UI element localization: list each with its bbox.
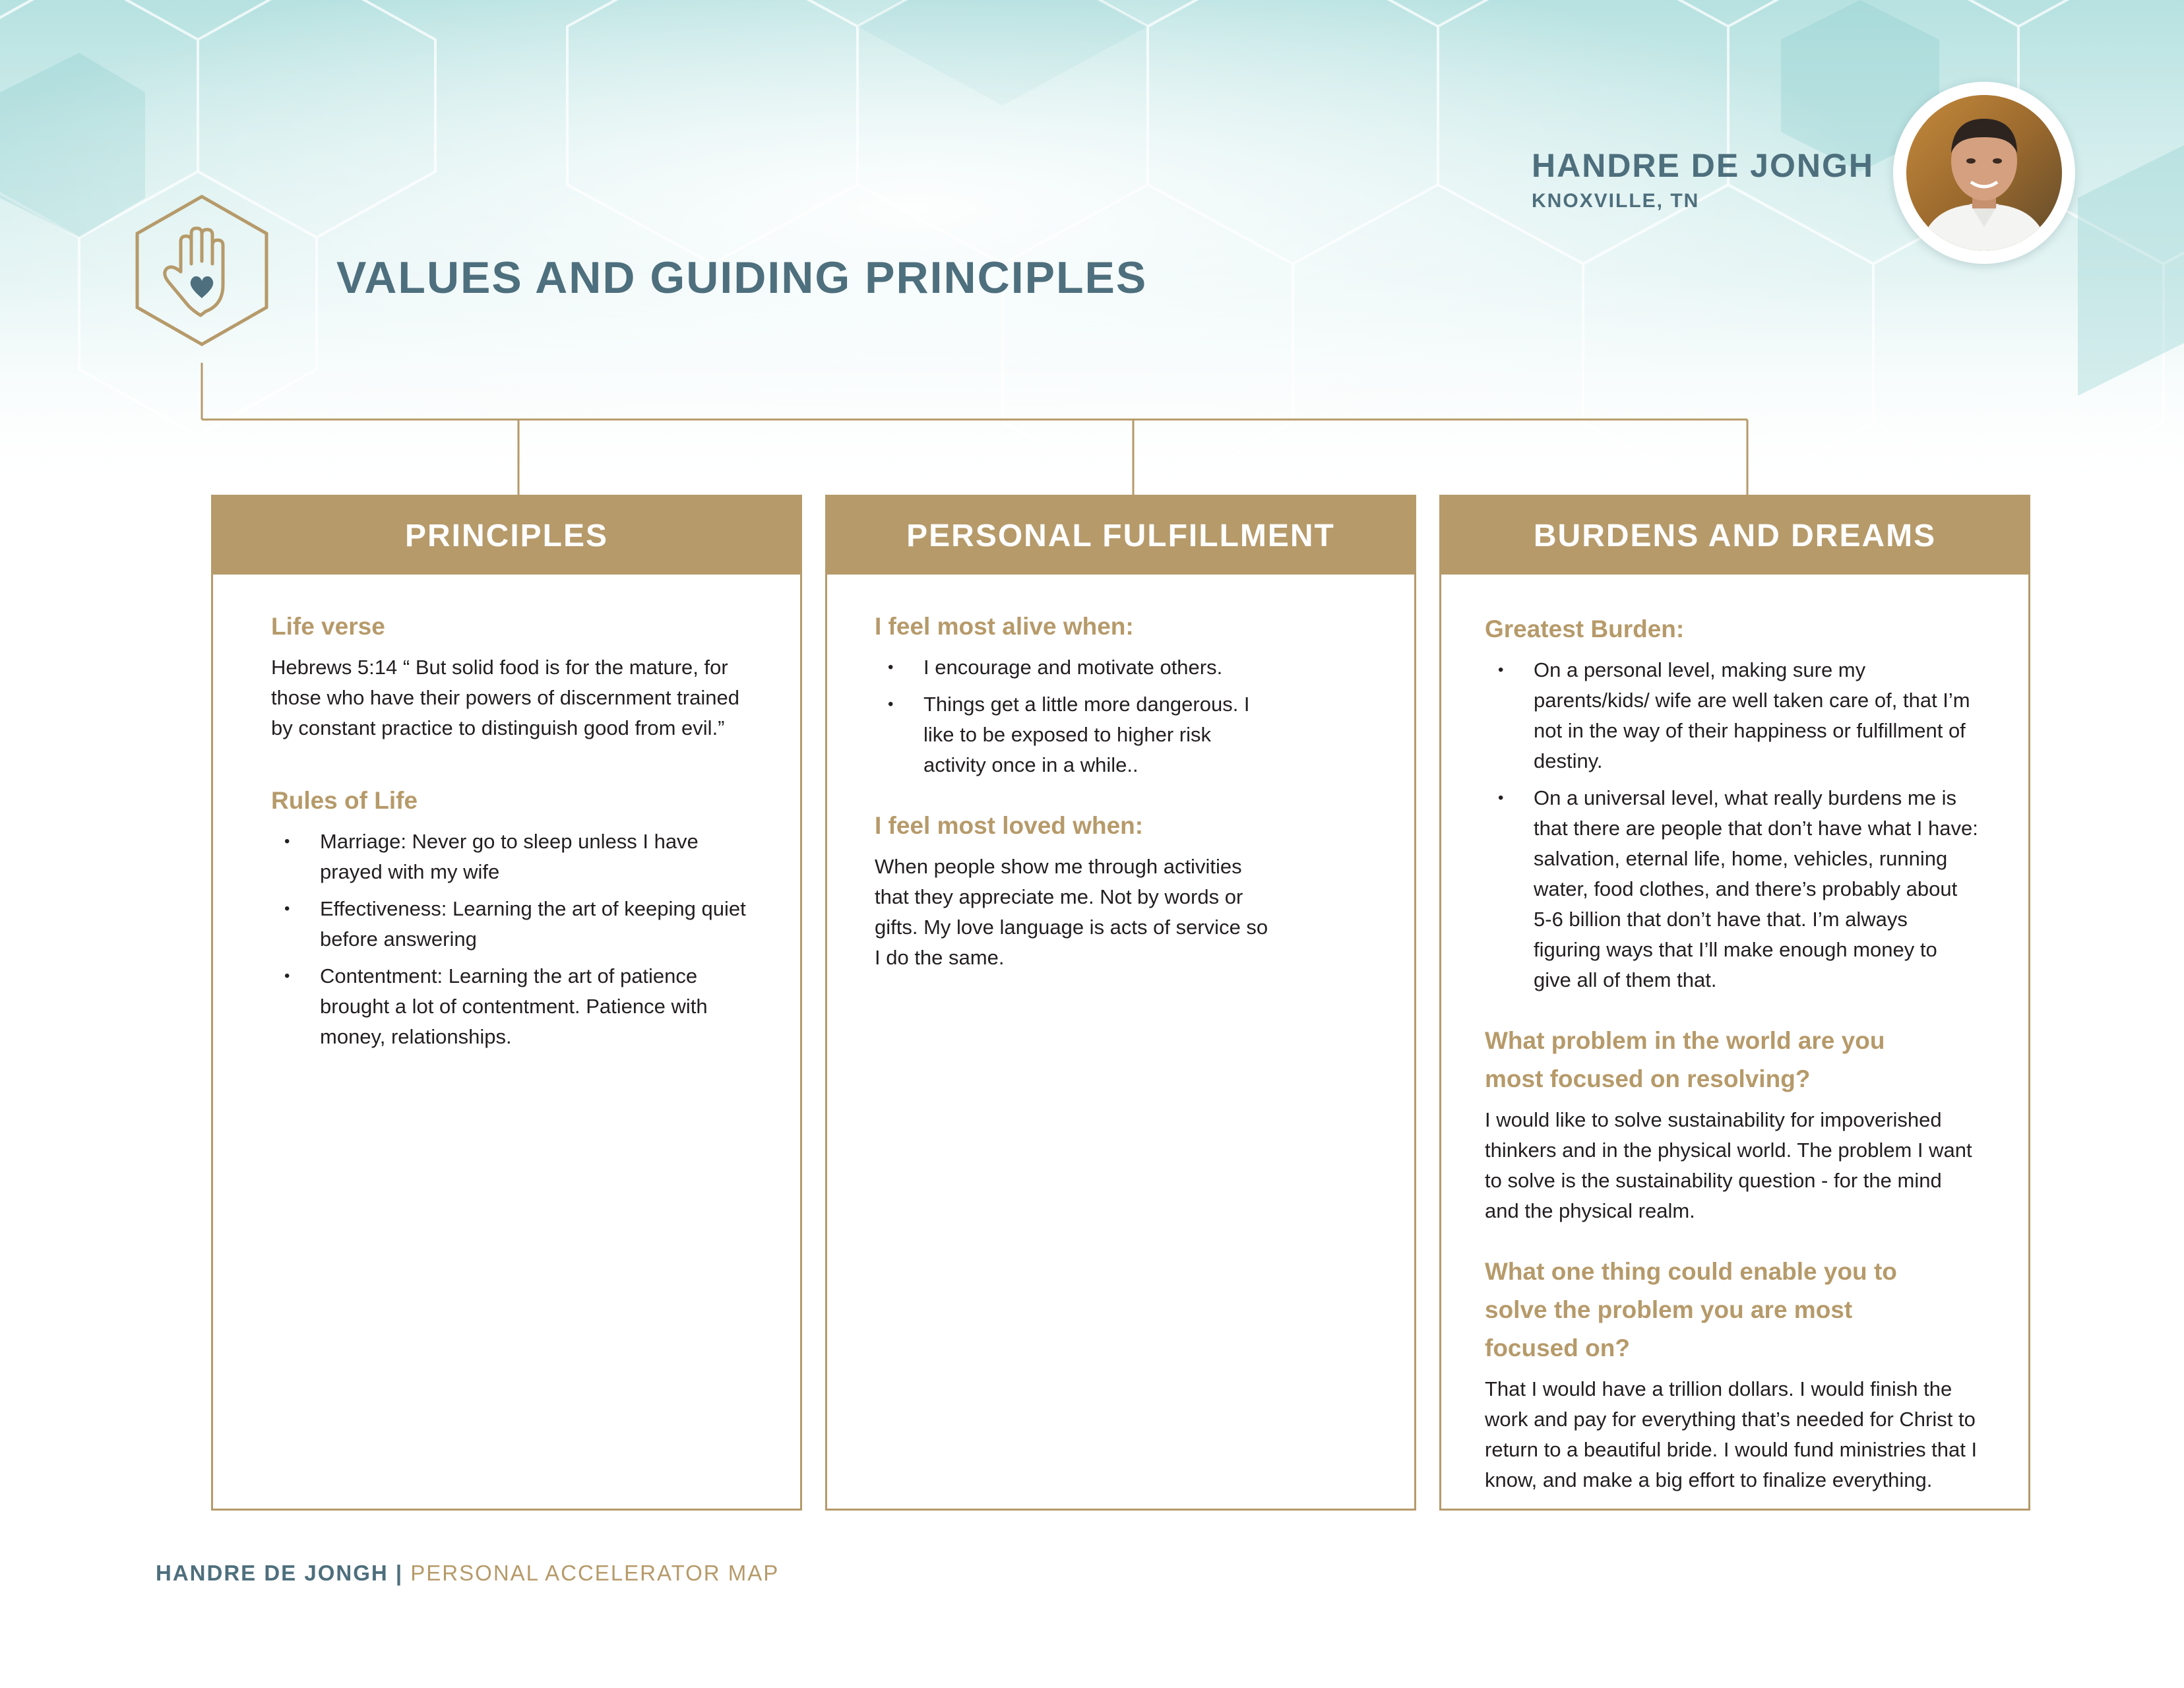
section-text: Hebrews 5:14 “ But solid food is for the mature, for those who have their powers of discernment trained by constant practice to distinguish good from evil.” — [271, 656, 739, 739]
section-heading: What problem in the world are you most focused on resolving? — [1485, 1027, 1885, 1092]
footer — [156, 1561, 779, 1586]
list-item — [1485, 655, 1978, 776]
person-location: KNOXVILLE, TN — [1532, 190, 1700, 212]
page-title: VALUES AND GUIDING PRINCIPLES — [336, 253, 1148, 303]
column-header: PRINCIPLES — [213, 497, 800, 575]
bullet-icon: • — [888, 658, 894, 676]
section-heading: I feel most alive when: — [875, 613, 1134, 640]
bullet-icon: • — [284, 967, 290, 985]
footer-document-title: PERSONAL ACCELERATOR MAP — [410, 1561, 780, 1585]
section-heading: Rules of Life — [271, 787, 418, 814]
list-item — [1485, 783, 1978, 995]
section-heading: I feel most loved when: — [875, 812, 1144, 839]
person-name: HANDRE DE JONGH — [1532, 147, 1874, 184]
bullet-icon: • — [1498, 789, 1504, 807]
section-heading: What one thing could enable you to solve the problem you are most focused on? — [1485, 1258, 1897, 1361]
section-heading: Greatest Burden: — [1485, 615, 1685, 642]
list-item-text: Effectiveness: Learning the art of keeping quiet before answering — [320, 897, 746, 951]
section-text: I would like to solve sustainability for impoverished thinkers and in the physical world. The problem I want to solve is the sustainability question - for the mind and the physical realm. — [1485, 1108, 1972, 1222]
connector-lines — [0, 0, 2184, 501]
list-item — [271, 961, 747, 1052]
list-item-text: Contentment: Learning the art of patience brought a lot of contentment. Patience with money, relationships. — [320, 964, 708, 1048]
bullet-icon: • — [284, 832, 290, 850]
bullet-list — [271, 827, 747, 1052]
column-body — [875, 608, 1276, 973]
list-item — [875, 689, 1276, 780]
list-item-text: On a personal level, making sure my parents/kids/ wife are well taken care of, that I’m not in the way of their happiness or fulfillment of destiny. — [1534, 658, 1970, 772]
list-item-text: I encourage and motivate others. — [923, 656, 1223, 679]
bullet-list — [875, 652, 1276, 780]
bullet-icon: • — [284, 900, 290, 918]
section-text: That I would have a trillion dollars. I would finish the work and pay for everything that’s needed for Christ to return to a beautiful bride. I would fund ministries that I know, and make a big effort to finalize everything. — [1485, 1377, 1978, 1491]
bullet-list — [1485, 655, 1978, 995]
bullet-icon: • — [1498, 661, 1504, 679]
section-heading: Life verse — [271, 613, 385, 640]
principles-column — [211, 495, 802, 1511]
footer-separator: | — [395, 1561, 404, 1585]
column-header: BURDENS AND DREAMS — [1441, 497, 2028, 575]
list-item-text: Marriage: Never go to sleep unless I have prayed with my wife — [320, 830, 699, 883]
list-item-text: On a universal level, what really burdens me is that there are people that don’t have what I have: salvation, eternal life, home, vehicles, running water, food clothes, and there’s probably about 5-6 billion that don’t have that. I’m always figuring ways that I’ll make enough money to give all of them that. — [1534, 786, 1978, 991]
column-body — [1485, 610, 1978, 1495]
list-item — [271, 894, 747, 954]
bullet-icon: • — [888, 695, 894, 713]
section-text: When people show me through activities that they appreciate me. Not by words or gifts. My love language is acts of service so I do the same. — [875, 855, 1268, 969]
personal-fulfillment-column — [825, 495, 1416, 1511]
list-item-text: Things get a little more dangerous. I like to be exposed to higher risk activity once in a while.. — [923, 693, 1250, 776]
list-item — [875, 652, 1276, 683]
list-item — [271, 827, 747, 887]
column-body — [271, 608, 747, 1059]
burdens-and-dreams-column — [1439, 495, 2030, 1511]
column-header: PERSONAL FULFILLMENT — [827, 497, 1414, 575]
footer-name: HANDRE DE JONGH — [156, 1561, 389, 1585]
